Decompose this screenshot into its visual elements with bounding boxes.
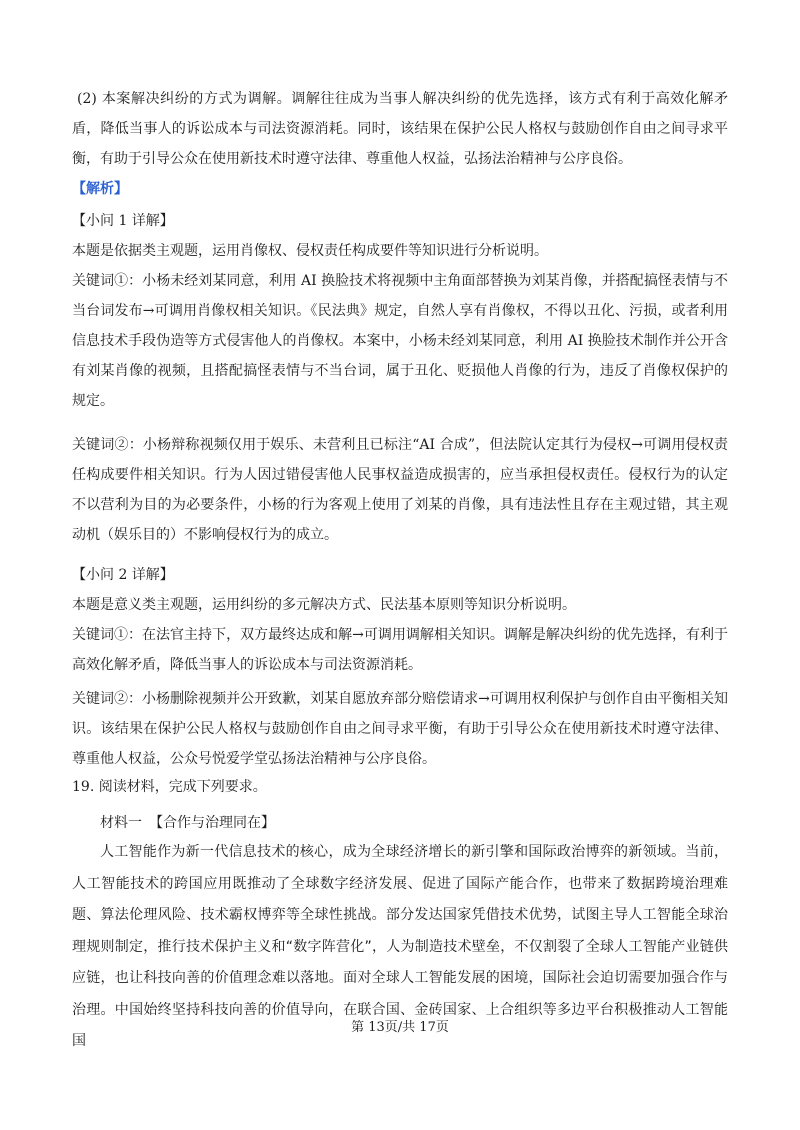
subquestion-2-keyword-2: 关键词②：小杨删除视频并公开致歉，刘某自愿放弃部分赔偿请求→可调用权利保护与创作自由平衡相关知识。该结果在保护公民人格权与鼓励创作自由之间寻求平衡，有助于引导公众在使用新技术时遵守法律、尊重他人权益，公众号悦爱学堂弘扬法治精神与公序良俗。 <box>72 691 728 767</box>
subquestion-1-intro: 本题是依据类主观题，运用肖像权、侵权责任构成要件等知识进行分析说明。 <box>72 243 548 259</box>
subquestion-2-heading: 【小问 2 详解】 <box>72 567 174 583</box>
analysis-label: 【解析】 <box>72 181 128 197</box>
material-1-text: 人工智能作为新一代信息技术的核心，成为全球经济增长的新引擎和国际政治博弈的新领域。当前，人工智能技术的跨国应用既推动了全球数字经济发展、促进了国际产能合作，也带来了数据跨境治理难题、算法伦理风险、技术霸权博弈等全球性挑战。部分发达国家凭借技术优势，试图主导人工智能全球治理规则制定，推行技术保护主义和“数字阵营化”，人为制造技术壁垒，不仅割裂了全球人工智能产业链供应链，也让科技向善的价值理念难以落地。面对全球人工智能发展的困境，国际社会迫切需要加强合作与治理。中国始终坚持科技向善的价值导向，在联合国、金砖国家、上合组织等多边平台积极推动人工智能国 <box>72 844 728 1049</box>
subquestion-2-intro: 本题是意义类主观题，运用纠纷的多元解决方式、民法基本原则等知识分析说明。 <box>72 597 576 613</box>
subquestion-2-keyword-1: 关键词①：在法官主持下，双方最终达成和解→可调用调解相关知识。调解是解决纠纷的优先选择，有利于高效化解矛盾，降低当事人的诉讼成本与司法资源消耗。 <box>72 627 728 673</box>
subquestion-1-keyword-2: 关键词②：小杨辩称视频仅用于娱乐、未营利且已标注“AI 合成”，但法院认定其行为侵权→可调用侵权责任构成要件相关知识。行为人因过错侵害他人民事权益造成损害的，应当承担侵权责任。侵权行为的认定不以营利为目的为必要条件，小杨的行为客观上使用了刘某的肖像，具有违法性且存在主观过错，其主观动机（娱乐目的）不影响侵权行为的成立。 <box>72 437 728 543</box>
page-number-footer: 第 13页/共 17页 <box>351 1020 449 1035</box>
answer-2-paragraph: (2) 本案解决纠纷的方式为调解。调解往往成为当事人解决纠纷的优先选择，该方式有利于高效化解矛盾，降低当事人的诉讼成本与司法资源消耗。同时，该结果在保护公民人格权与鼓励创作自由之间寻求平衡，有助于引导公众在使用新技术时遵守法律、尊重他人权益，弘扬法治精神与公序良俗。 <box>72 91 728 167</box>
material-1-title: 材料一 【合作与治理同在】 <box>100 815 275 831</box>
question-19-prompt: 19. 阅读材料，完成下列要求。 <box>72 779 267 795</box>
subquestion-1-keyword-1: 关键词①：小杨未经刘某同意，利用 AI 换脸技术将视频中主角面部替换为刘某肖像，并搭配搞怪表情与不当台词发布→可调用肖像权相关知识。《民法典》规定，自然人享有肖像权，不得以丑化、污损，或者利用信息技术手段伪造等方式侵害他人的肖像权。本案中，小杨未经刘某同意，利用 AI 换脸技术制作并公开含有刘某肖像的视频，且搭配搞怪表情与不当台词，属于丑化、贬损他人肖像的行为，违反了肖像权保护的规定。 <box>72 273 728 409</box>
subquestion-1-heading: 【小问 1 详解】 <box>72 213 174 229</box>
